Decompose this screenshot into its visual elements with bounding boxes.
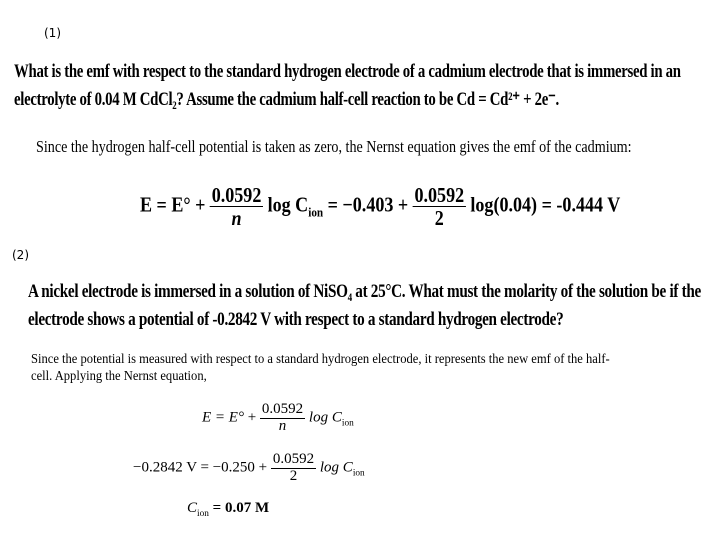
fraction-0-0592-over-n	[210, 184, 263, 229]
log-term: log C	[267, 192, 309, 217]
problem-1-number: (1)	[44, 26, 61, 40]
problem-2-nernst-equation	[202, 402, 354, 435]
problem-1-nernst-equation	[140, 184, 620, 229]
equation-middle: = −0.250 +	[200, 459, 268, 476]
fraction-numerator: 0.0592	[261, 401, 304, 417]
problem-2-number: (2)	[12, 248, 29, 262]
equation-result: -0.444 V	[556, 192, 621, 217]
problem-2-result	[187, 500, 269, 519]
log-subscript: ion	[341, 418, 354, 429]
fraction-denominator: n	[231, 206, 242, 231]
log-subscript: ion	[308, 204, 324, 220]
problem-2-substituted-equation	[133, 452, 365, 485]
fraction-0-0592-over-2	[413, 184, 466, 229]
problem-1-question-line-2: electrolyte of 0.04 M CdCl₂? Assume the cadmium half-cell reaction to be Cd = Cd²⁺ + 2e⁻.	[14, 89, 559, 110]
result-lhs: C	[187, 500, 198, 516]
result-value: = 0.07 M	[212, 500, 270, 516]
problem-1-question-line-1: What is the emf with respect to the standard hydrogen electrode of a cadmium electrode that is immersed in an	[14, 61, 681, 82]
problem-1-explanation: Since the hydrogen half-cell potential is taken as zero, the Nernst equation gives the emf of the cadmium:	[36, 137, 632, 156]
plus-sign: +	[195, 192, 206, 217]
equation-middle: = −0.403 +	[327, 192, 409, 217]
fraction-denominator: n	[278, 417, 287, 434]
log-subscript: ion	[352, 468, 365, 479]
problem-2-question-line-1: A nickel electrode is immersed in a solution of NiSO₄ at 25°C. What must the molarity of the solution be if the	[28, 281, 701, 302]
equation-lhs: −0.2842 V	[133, 459, 197, 476]
plus-sign: +	[247, 409, 257, 426]
problem-2-explanation-line-2: cell. Applying the Nernst equation,	[31, 368, 207, 383]
fraction-denominator: 2	[289, 467, 298, 484]
result-lhs-subscript: ion	[197, 509, 209, 519]
fraction-0-0592-over-2	[271, 452, 316, 485]
fraction-numerator: 0.0592	[211, 183, 262, 207]
log-term: log C	[308, 409, 342, 426]
fraction-numerator: 0.0592	[272, 451, 315, 467]
log-term: log C	[319, 459, 353, 476]
fraction-denominator: 2	[434, 206, 444, 231]
problem-2-question-line-2: electrode shows a potential of -0.2842 V with respect to a standard hydrogen electrode?	[28, 309, 564, 330]
fraction-0-0592-over-n	[260, 402, 305, 435]
equation-lhs: E = E°	[140, 192, 191, 217]
problem-2-explanation-line-1: Since the potential is measured with respect to a standard hydrogen electrode, it represents the new emf of the half-	[31, 351, 610, 366]
fraction-numerator: 0.0592	[414, 183, 465, 207]
log-expression: log(0.04) =	[470, 192, 552, 217]
equation-lhs: E = E°	[202, 409, 244, 426]
